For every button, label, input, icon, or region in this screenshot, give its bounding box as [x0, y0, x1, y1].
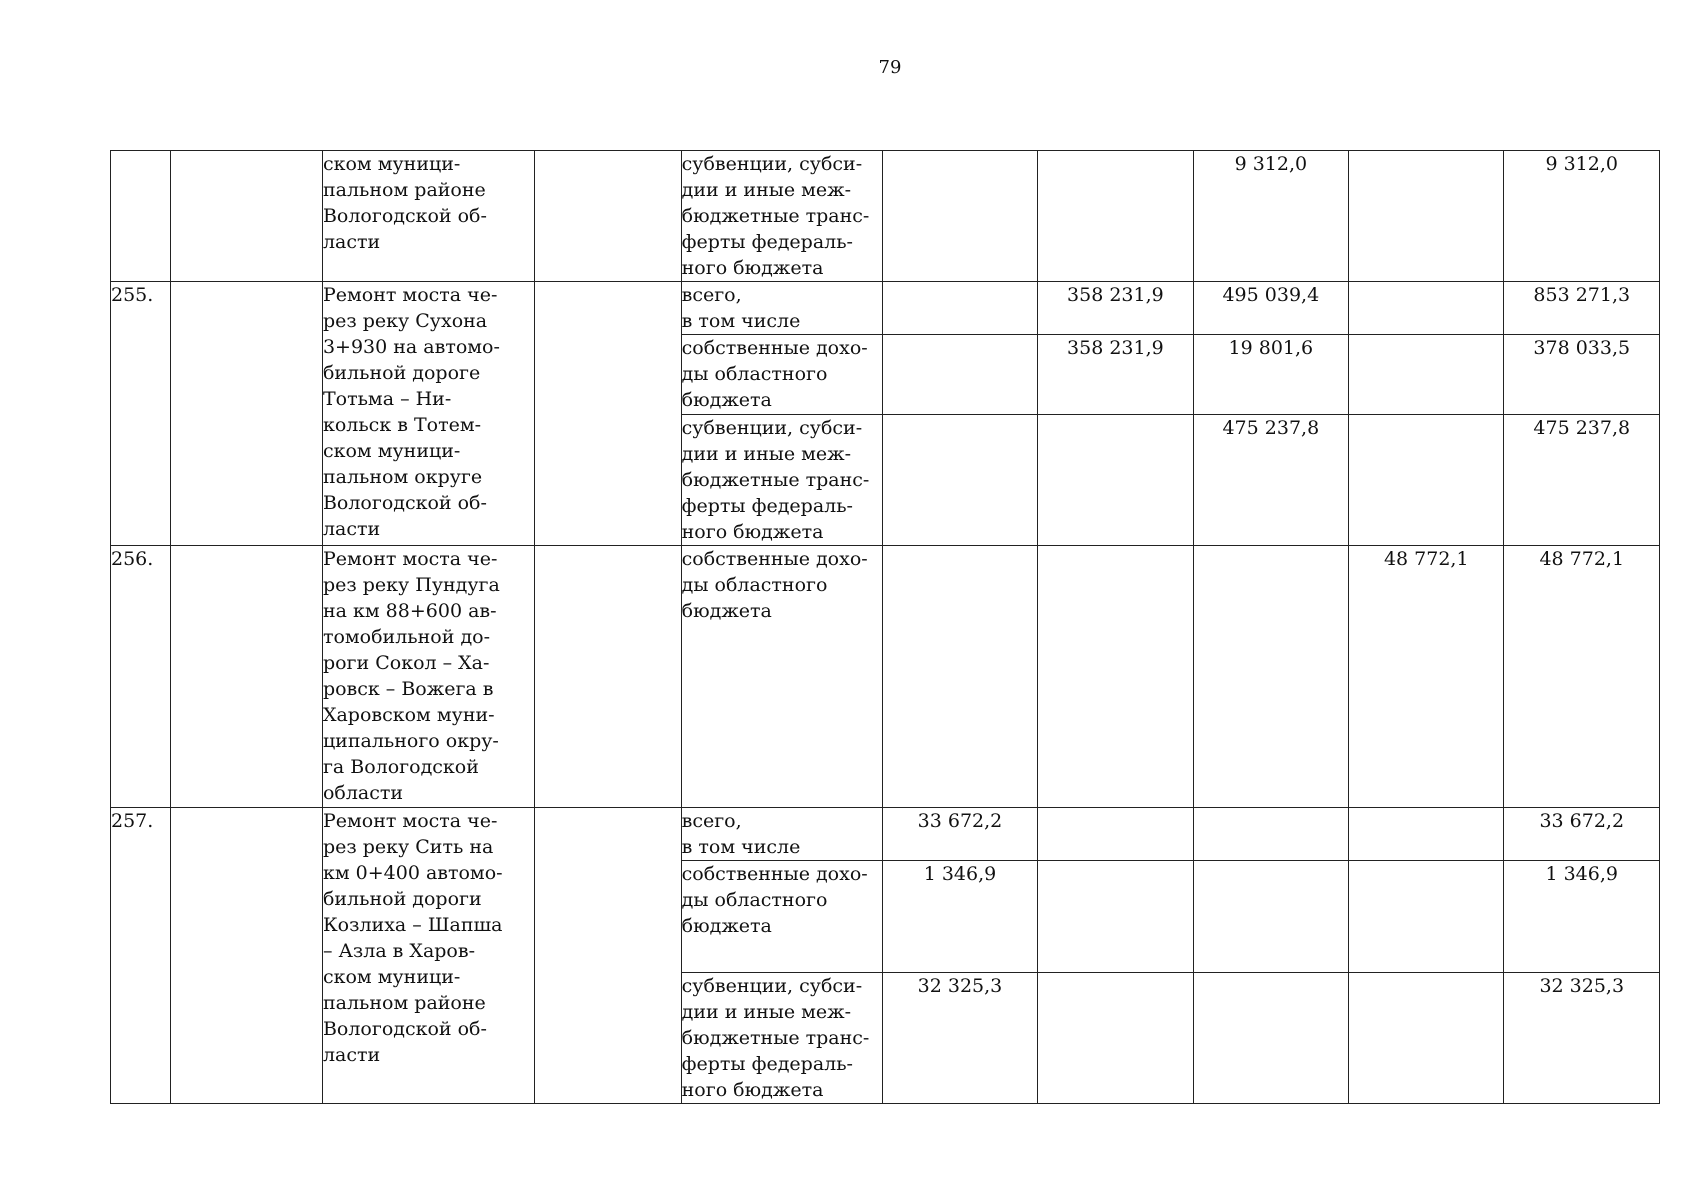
total-cell: 475 237,8: [1504, 415, 1660, 546]
value-cell: [1193, 546, 1348, 808]
table-row: [111, 808, 1660, 861]
table-row: [111, 151, 1660, 282]
empty-cell: [170, 282, 322, 546]
page-number: 79: [878, 57, 902, 78]
value-cell: [1038, 973, 1193, 1104]
value-cell: [1038, 151, 1193, 282]
value-cell: [882, 282, 1037, 335]
total-cell: 33 672,2: [1504, 808, 1660, 861]
funding-source: всего, в том числе: [681, 282, 882, 335]
empty-cell: [170, 808, 322, 1104]
value-cell: [882, 151, 1037, 282]
total-cell: 853 271,3: [1504, 282, 1660, 335]
value-cell: [882, 415, 1037, 546]
total-cell: 48 772,1: [1504, 546, 1660, 808]
value-cell: 475 237,8: [1193, 415, 1348, 546]
value-cell: 19 801,6: [1193, 335, 1348, 415]
funding-source: собственные дохо- ды областного бюджета: [681, 546, 882, 808]
value-cell: [1038, 415, 1193, 546]
empty-cell: [170, 151, 322, 282]
funding-source: собственные дохо- ды областного бюджета: [681, 861, 882, 973]
table-row: [111, 546, 1660, 808]
value-cell: 32 325,3: [882, 973, 1037, 1104]
value-cell: 495 039,4: [1193, 282, 1348, 335]
value-cell: [882, 546, 1037, 808]
value-cell: [1349, 415, 1504, 546]
total-cell: 378 033,5: [1504, 335, 1660, 415]
funding-source: собственные дохо- ды областного бюджета: [681, 335, 882, 415]
value-cell: [1193, 861, 1348, 973]
row-number: 256.: [111, 546, 171, 808]
value-cell: [1038, 861, 1193, 973]
value-cell: [1349, 861, 1504, 973]
value-cell: [1349, 282, 1504, 335]
value-cell: [1349, 973, 1504, 1104]
empty-cell: [534, 808, 681, 1104]
total-cell: 9 312,0: [1504, 151, 1660, 282]
value-cell: [1349, 808, 1504, 861]
empty-cell: [170, 546, 322, 808]
empty-cell: [534, 151, 681, 282]
table-row: [111, 282, 1660, 335]
value-cell: [1038, 808, 1193, 861]
value-cell: [1038, 546, 1193, 808]
value-cell: 1 346,9: [882, 861, 1037, 973]
funding-source: субвенции, субси- дии и иные меж- бюджетные транс- ферты федераль- ного бюджета: [681, 415, 882, 546]
budget-table: [110, 150, 1660, 1104]
value-cell: 358 231,9: [1038, 335, 1193, 415]
object-name: Ремонт моста че- рез реку Сить на км 0+400 автомо- бильной дороги Козлиха – Шапша – Азла в Харов- ском муници- пальном районе Вологодской об- ласти: [322, 808, 534, 1104]
funding-source: всего, в том числе: [681, 808, 882, 861]
value-cell: 9 312,0: [1193, 151, 1348, 282]
empty-cell: [534, 282, 681, 546]
total-cell: 1 346,9: [1504, 861, 1660, 973]
value-cell: [1349, 335, 1504, 415]
object-name: Ремонт моста че- рез реку Пундуга на км 88+600 ав- томобильной до- роги Сокол – Ха- ровск – Вожега в Харовском муни- ципального окру- га Вологодской области: [322, 546, 534, 808]
row-number: 257.: [111, 808, 171, 1104]
funding-source: субвенции, субси- дии и иные меж- бюджетные транс- ферты федераль- ного бюджета: [681, 151, 882, 282]
funding-source: субвенции, субси- дии и иные меж- бюджетные транс- ферты федераль- ного бюджета: [681, 973, 882, 1104]
value-cell: [882, 335, 1037, 415]
object-name: Ремонт моста че- рез реку Сухона 3+930 на автомо- бильной дороге Тотьма – Ни- кольск в Тотем- ском муници- пальном округе Вологодской об- ласти: [322, 282, 534, 546]
value-cell: 48 772,1: [1349, 546, 1504, 808]
row-number: 255.: [111, 282, 171, 546]
value-cell: [1193, 808, 1348, 861]
row-number: [111, 151, 171, 282]
value-cell: [1349, 151, 1504, 282]
object-name: ском муници- пальном районе Вологодской об- ласти: [322, 151, 534, 282]
value-cell: [1193, 973, 1348, 1104]
value-cell: 33 672,2: [882, 808, 1037, 861]
total-cell: 32 325,3: [1504, 973, 1660, 1104]
empty-cell: [534, 546, 681, 808]
value-cell: 358 231,9: [1038, 282, 1193, 335]
